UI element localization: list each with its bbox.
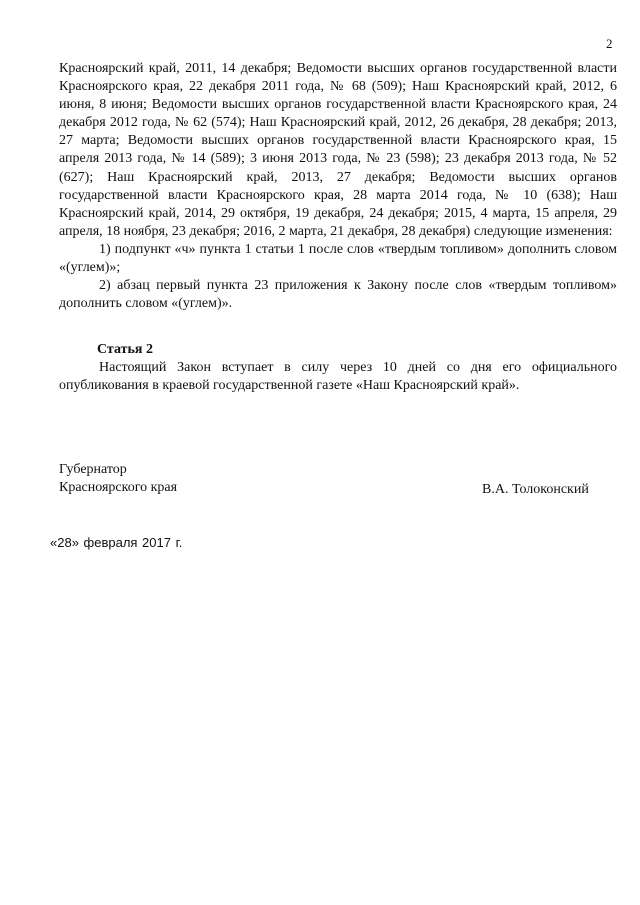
page-number: 2 bbox=[606, 36, 613, 51]
amendment-item-2: 2) абзац первый пункта 23 приложения к Закону после слов «твердым топливом» дополнить словом «(углем)». bbox=[59, 278, 617, 312]
signatory-name: В.А. Толоконский bbox=[482, 482, 589, 497]
article-2-text: Настоящий Закон вступает в силу через 10 дней со дня его официального опубликования в краевой государственной газете «Наш Красноярский край». bbox=[59, 360, 617, 394]
law-amendments-text bbox=[59, 60, 617, 313]
signatory-title-line-2: Красноярского края bbox=[59, 480, 178, 495]
signatory-title bbox=[59, 461, 177, 497]
signatory-title-line-1: Губернатор bbox=[59, 462, 127, 477]
article-2-heading: Статья 2 bbox=[97, 342, 153, 357]
article-2-body bbox=[59, 359, 617, 395]
signing-date: «28» февраля 2017 г. bbox=[50, 535, 183, 550]
sources-paragraph: Красноярский край, 2011, 14 декабря; Ведомости высших органов государственной власти Красноярского края, 22 декабря 2011 года, № 68 (509); Наш Красноярский край, 2012, 6 июня, 8 июня; Ведомости высших органов государственной власти Красноярского края, 24 декабря 2012 года, № 62 (574); Наш Красноярский край, 2012, 26 декабря, 28 декабря; 2013, 27 марта; Ведомости высших органов государственной власти Красноярского края, 15 апреля 2013 года, № 14 (589); 3 июня 2013 года, № 23 (598); 23 декабря 2013 года, № 52 (627); Наш Красноярский край, 2013, 27 декабря; Ведомости высших органов государственной власти Красноярского края, 28 марта 2014 года, № 10 (638); Наш Красноярский край, 2014, 29 октября, 19 декабря, 24 декабря; 2015, 4 марта, 15 апреля, 29 апреля, 18 ноября, 23 декабря; 2016, 2 марта, 21 декабря, 28 декабря) следующие изменения: bbox=[59, 61, 617, 239]
amendment-item-1: 1) подпункт «ч» пункта 1 статьи 1 после слов «твердым топливом» дополнить словом «(углем)»; bbox=[59, 241, 617, 276]
